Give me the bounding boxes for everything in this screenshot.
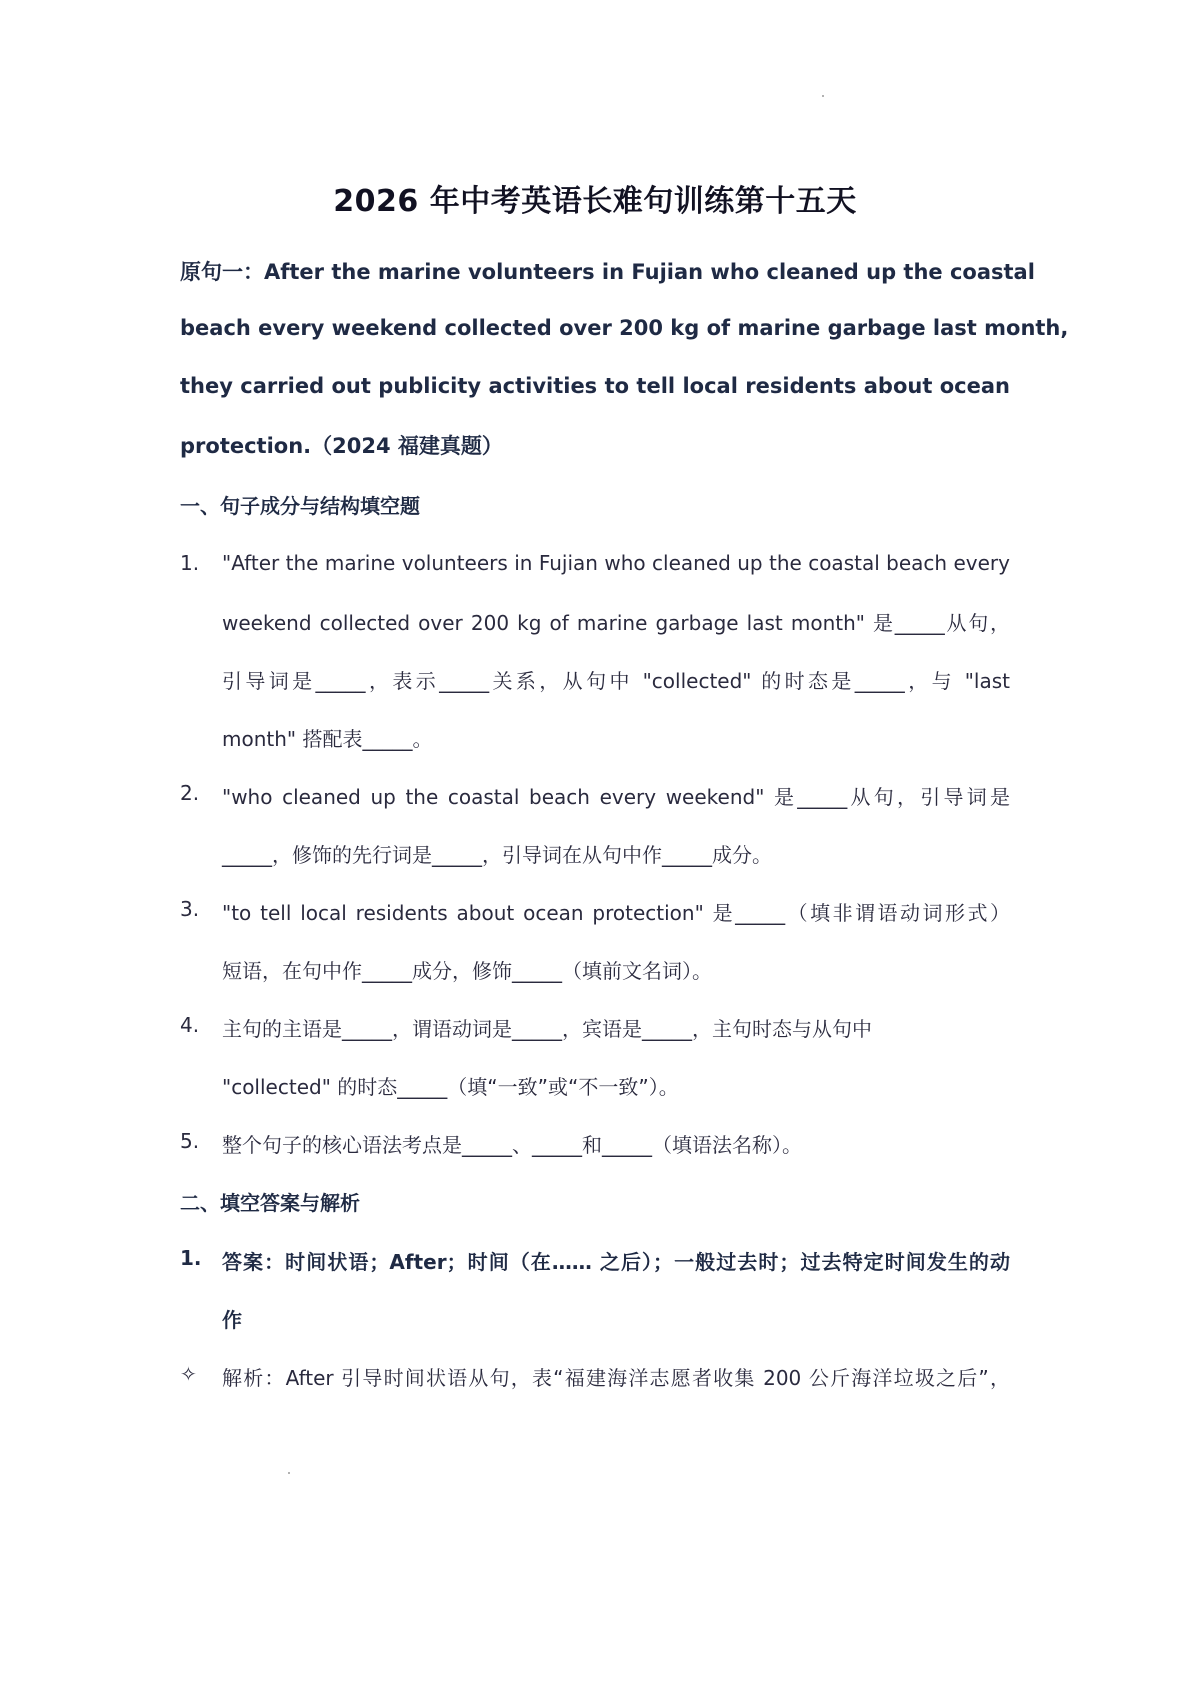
answer-line: 作 <box>222 1308 242 1332</box>
section-heading: 二、填空答案与解析 <box>180 1191 360 1215</box>
original-sentence-line: beach every weekend collected over 200 kg of marine garbage last month, <box>180 316 1069 340</box>
question-line: 短语，在句中作_____成分，修饰_____（填前文名词）。 <box>222 959 712 983</box>
original-sentence-line: 原句一：After the marine volunteers in Fujian who cleaned up the coastal <box>180 260 1035 284</box>
question-line: weekend collected over 200 kg of marine garbage last month" 是_____从句， <box>222 611 1010 635</box>
question-line: "who cleaned up the coastal beach every weekend" 是_____从句，引导词是 <box>222 785 1010 809</box>
scan-speck <box>822 95 824 97</box>
answer-line: 答案：时间状语；After；时间（在…… 之后）；一般过去时；过去特定时间发生的动 <box>222 1250 1010 1274</box>
question-number: 4. <box>180 1013 200 1037</box>
question-number: 3. <box>180 897 200 921</box>
question-number: 1. <box>180 551 200 575</box>
question-line: 整个句子的核心语法考点是_____、_____和_____（填语法名称）。 <box>222 1133 802 1157</box>
question-number: 5. <box>180 1129 200 1153</box>
scan-speck <box>288 1472 290 1474</box>
question-line: month" 搭配表_____。 <box>222 727 433 751</box>
sparkle-bullet-icon: ✧ <box>180 1362 197 1386</box>
original-sentence-line: they carried out publicity activities to tell local residents about ocean <box>180 374 1010 398</box>
question-line: 主句的主语是_____，谓语动词是_____，宾语是_____，主句时态与从句中 <box>222 1017 872 1041</box>
analysis-line: 解析：After 引导时间状语从句，表“福建海洋志愿者收集 200 公斤海洋垃圾之后”， <box>222 1366 1010 1390</box>
page-title: 2026 年中考英语长难句训练第十五天 <box>333 184 857 219</box>
section-heading: 一、句子成分与结构填空题 <box>180 494 420 518</box>
question-line: "to tell local residents about ocean protection" 是_____（填非谓语动词形式） <box>222 901 1010 925</box>
original-sentence-line: protection.（2024 福建真题） <box>180 434 503 458</box>
question-line: _____，修饰的先行词是_____，引导词在从句中作_____成分。 <box>222 843 772 867</box>
question-line: "collected" 的时态_____（填“一致”或“不一致”）。 <box>222 1075 679 1099</box>
answer-number: 1. <box>180 1246 202 1270</box>
question-line: "After the marine volunteers in Fujian who cleaned up the coastal beach every <box>222 551 1010 575</box>
question-number: 2. <box>180 781 200 805</box>
question-line: 引导词是_____，表示_____关系，从句中 "collected" 的时态是_____，与 "last <box>222 669 1010 693</box>
